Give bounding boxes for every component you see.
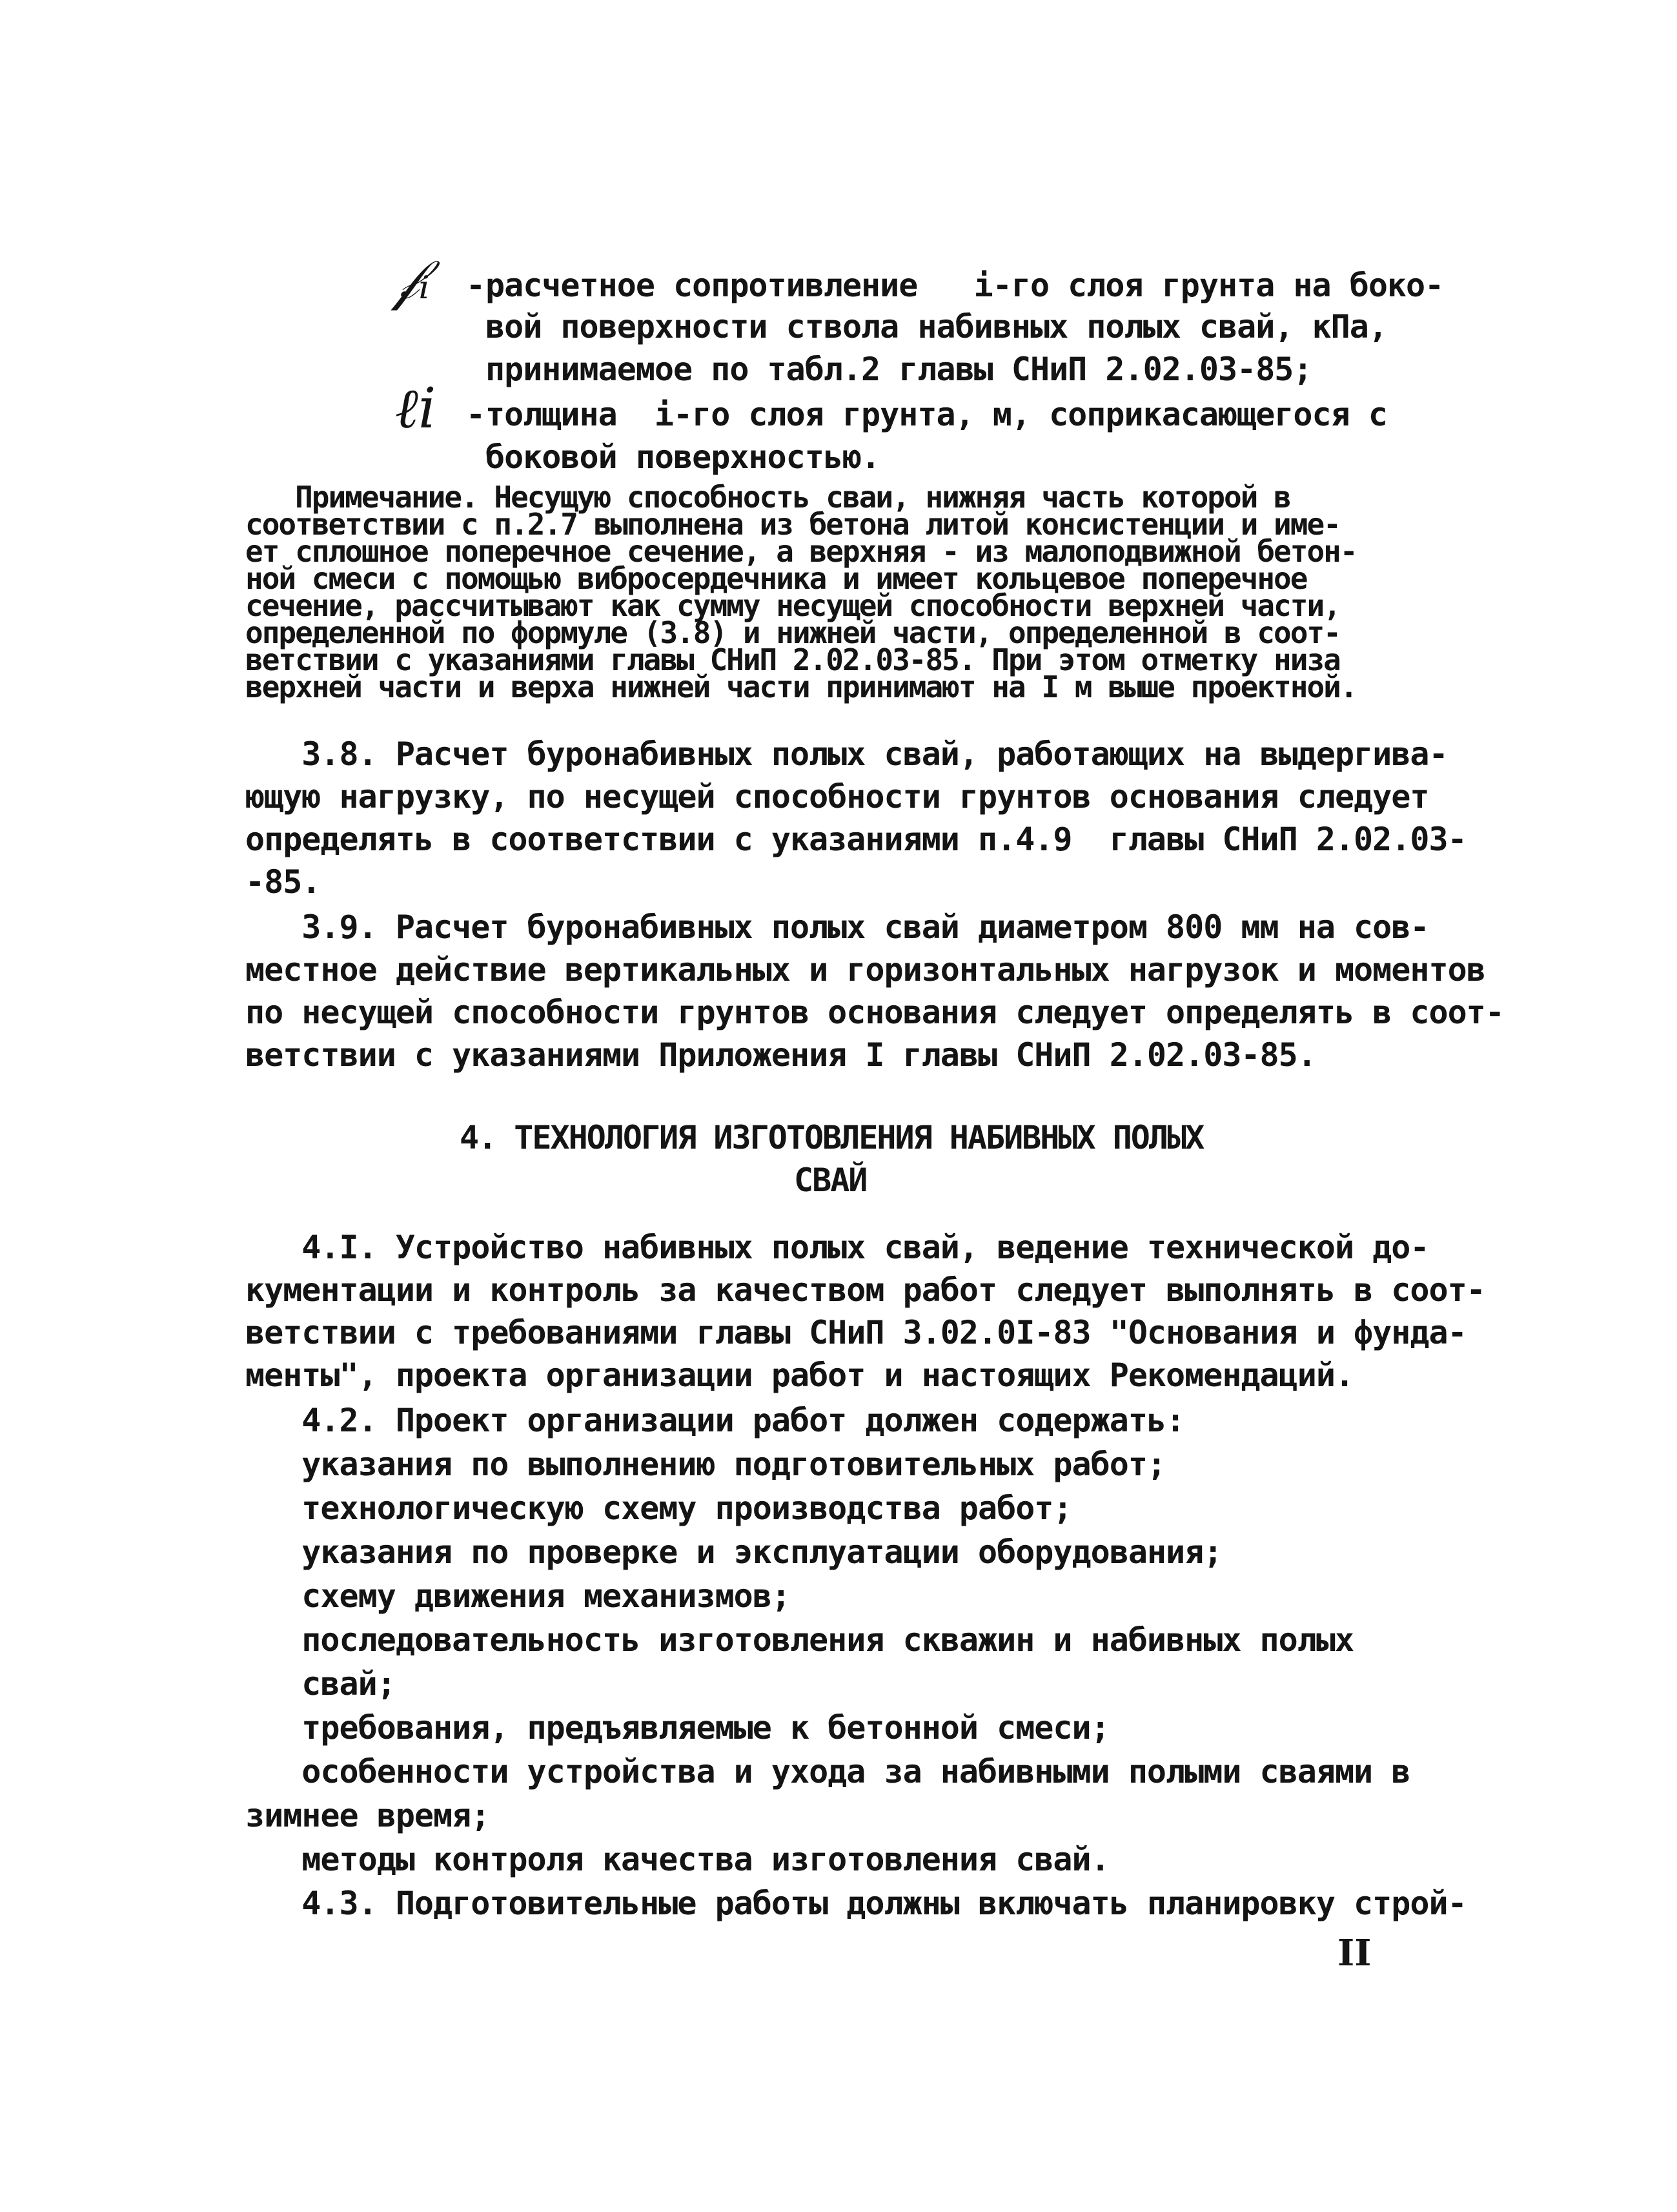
paragraph-3-9-line: ветствии с указаниями Приложения I главы СНиП 2.02.03-85.	[245, 1036, 1316, 1074]
paragraph-4-2-line: указания по выполнению подготовительных работ;	[245, 1446, 1166, 1483]
paragraph-4-2-line: технологическую схему производства работ;	[245, 1490, 1072, 1527]
paragraph-4-1-line: менты", проекта организации работ и настоящих Рекомендаций.	[245, 1357, 1354, 1394]
paragraph-4-2-line: методы контроля качества изготовления свай.	[245, 1841, 1110, 1878]
paragraph-4-2-line: свай;	[245, 1665, 396, 1703]
paragraph-4-1-line: ветствии с требованиями главы СНиП 3.02.0I-83 "Основания и фунда-	[245, 1314, 1467, 1351]
note-line: определенной по формуле (3.8) и нижней части, определенной в соот-	[245, 615, 1340, 650]
definition-2-line: боковой поверхностью.	[485, 438, 880, 476]
paragraph-4-3-line: 4.3. Подготовительные работы должны включать планировку строй-	[245, 1885, 1467, 1922]
note-line: ет сплошное поперечное сечение, а верхняя - из малоподвижной бетон-	[245, 534, 1357, 569]
definition-2-line: толщина i-го слоя грунта, м, соприкасающегося с	[485, 396, 1387, 433]
paragraph-4-2-line: схему движения механизмов;	[245, 1577, 790, 1615]
section-heading-line: СВАЙ	[794, 1162, 867, 1199]
paragraph-4-2-line: указания по проверке и эксплуатации оборудования;	[245, 1533, 1223, 1571]
paragraph-4-1-line: 4.I. Устройство набивных полых свай, ведение технической до-	[245, 1229, 1429, 1266]
note-line: сечение, рассчитывают как сумму несущей способности верхней части,	[245, 588, 1340, 623]
note-line: ветствии с указаниями главы СНиП 2.02.03-85. При этом отметку низа	[245, 642, 1340, 677]
definition-dash: -	[466, 396, 485, 433]
note-line: ной смеси с помощью вибросердечника и имеет кольцевое поперечное	[245, 561, 1307, 596]
paragraph-3-9-line: местное действие вертикальных и горизонтальных нагрузок и моментов	[245, 951, 1485, 988]
paragraph-3-8-line: определять в соответствии с указаниями п.4.9 главы СНиП 2.02.03-	[245, 821, 1467, 858]
note-line: Примечание. Несущую способность сваи, нижняя часть которой в	[245, 480, 1290, 515]
paragraph-3-8-line: ющую нагрузку, по несущей способности грунтов основания следует	[245, 778, 1429, 815]
paragraph-4-2-line: особенности устройства и ухода за набивными полыми сваями в	[245, 1753, 1410, 1790]
paragraph-4-2-line: последовательность изготовления скважин и набивных полых	[245, 1621, 1354, 1659]
note-line: верхней части и верха нижней части принимают на I м выше проектной.	[245, 670, 1357, 704]
symbol-thickness: ℓi	[395, 376, 436, 441]
paragraph-4-2-line: зимнее время;	[245, 1797, 490, 1834]
definition-1-line: принимаемое по табл.2 главы СНиП 2.02.03-85;	[485, 351, 1312, 388]
definition-1-line: вой поверхности ствола набивных полых свай, кПа,	[485, 308, 1387, 345]
section-heading-line: 4. ТЕХНОЛОГИЯ ИЗГОТОВЛЕНИЯ НАБИВНЫХ ПОЛЫХ	[460, 1119, 1204, 1156]
symbol-resistance: 𝒻ᵢ	[394, 247, 430, 312]
definition-1-line: расчетное сопротивление i-го слоя грунта на боко-	[485, 267, 1444, 304]
paragraph-3-9-line: по несущей способности грунтов основания следует определять в соот-	[245, 994, 1504, 1031]
note-line: соответствии с п.2.7 выполнена из бетона литой консистенции и име-	[245, 507, 1340, 542]
paragraph-3-8-line: 3.8. Расчет буронабивных полых свай, работающих на выдергива-	[245, 735, 1448, 773]
paragraph-4-2-line: 4.2. Проект организации работ должен содержать:	[245, 1402, 1185, 1439]
page-number: II	[1337, 1932, 1372, 1974]
paragraph-3-8-line: -85.	[245, 863, 321, 901]
definition-dash: -	[466, 267, 485, 304]
paragraph-3-9-line: 3.9. Расчет буронабивных полых свай диаметром 800 мм на сов-	[245, 908, 1429, 946]
paragraph-4-2-line: требования, предъявляемые к бетонной смеси;	[245, 1709, 1110, 1746]
paragraph-4-1-line: кументации и контроль за качеством работ следует выполнять в соот-	[245, 1271, 1485, 1309]
